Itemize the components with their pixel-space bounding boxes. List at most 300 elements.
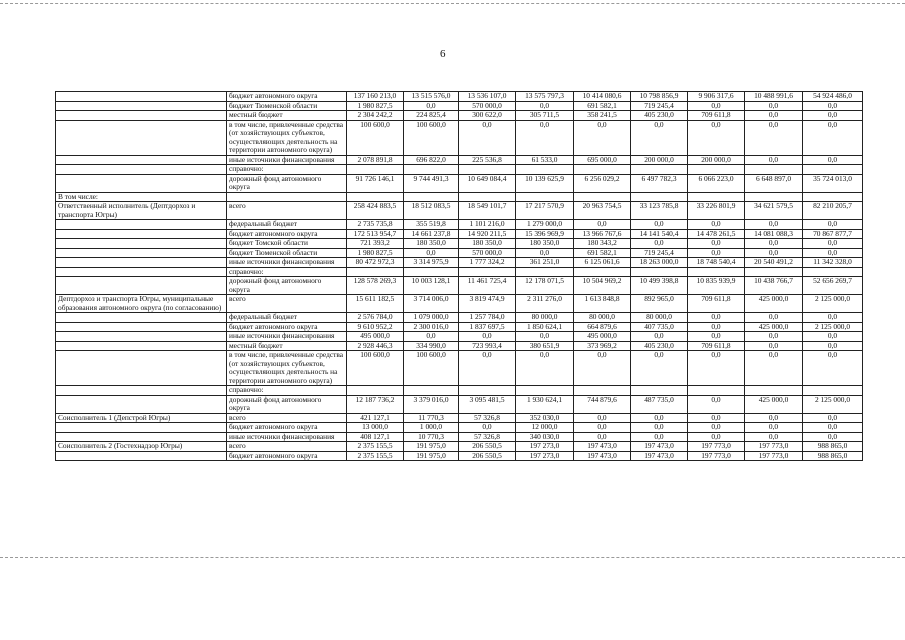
funding-source-cell: бюджет автономного округа — [227, 322, 347, 332]
amount-cell: 20 540 491,2 — [745, 258, 803, 268]
amount-cell: 100 600,0 — [404, 120, 459, 155]
amount-cell — [688, 386, 745, 396]
amount-cell: 82 210 205,7 — [803, 202, 863, 220]
amount-cell: 35 724 013,0 — [803, 174, 863, 192]
amount-cell: 206 550,5 — [459, 442, 516, 452]
amount-cell: 0,0 — [631, 239, 688, 249]
funding-source-cell: бюджет автономного округа — [227, 423, 347, 433]
amount-cell: 197 773,0 — [688, 451, 745, 461]
amount-cell — [688, 165, 745, 175]
amount-cell: 570 000,0 — [459, 248, 516, 258]
amount-cell: 0,0 — [745, 351, 803, 386]
amount-cell: 0,0 — [574, 220, 631, 230]
amount-cell: 0,0 — [688, 432, 745, 442]
funding-source-cell: бюджет Тюменской области — [227, 248, 347, 258]
amount-cell: 0,0 — [803, 423, 863, 433]
amount-cell — [459, 165, 516, 175]
amount-cell: 34 621 579,5 — [745, 202, 803, 220]
amount-cell: 664 879,6 — [574, 322, 631, 332]
amount-cell — [574, 192, 631, 202]
amount-cell: 197 773,0 — [745, 451, 803, 461]
funding-source-cell: справочно: — [227, 386, 347, 396]
amount-cell: 0,0 — [745, 432, 803, 442]
amount-cell: 6 066 223,0 — [688, 174, 745, 192]
amount-cell: 487 735,0 — [631, 395, 688, 413]
amount-cell: 18 263 000,0 — [631, 258, 688, 268]
amount-cell: 0,0 — [459, 351, 516, 386]
amount-cell: 0,0 — [574, 432, 631, 442]
table-row — [56, 277, 863, 295]
amount-cell: 691 582,1 — [574, 248, 631, 258]
amount-cell: 3 314 975,9 — [404, 258, 459, 268]
amount-cell: 1 837 697,5 — [459, 322, 516, 332]
amount-cell: 2 078 891,8 — [347, 155, 404, 165]
funding-source-cell: дорожный фонд автономного округа — [227, 395, 347, 413]
amount-cell: 100 600,0 — [347, 120, 404, 155]
amount-cell: 0,0 — [688, 313, 745, 323]
amount-cell: 15 611 182,5 — [347, 295, 404, 313]
table-row — [56, 248, 863, 258]
responsible-cell — [56, 432, 227, 442]
amount-cell: 191 975,0 — [404, 451, 459, 461]
amount-cell: 180 343,2 — [574, 239, 631, 249]
amount-cell: 2 311 276,0 — [516, 295, 574, 313]
amount-cell — [803, 192, 863, 202]
amount-cell — [631, 267, 688, 277]
amount-cell — [404, 192, 459, 202]
funding-source-cell: местный бюджет — [227, 341, 347, 351]
amount-cell: 9 906 317,6 — [688, 92, 745, 102]
amount-cell: 1 101 216,0 — [459, 220, 516, 230]
amount-cell: 0,0 — [745, 101, 803, 111]
table-row — [56, 101, 863, 111]
amount-cell: 3 714 006,0 — [404, 295, 459, 313]
amount-cell: 172 513 954,7 — [347, 229, 404, 239]
responsible-cell — [56, 220, 227, 230]
amount-cell: 13 536 107,0 — [459, 92, 516, 102]
amount-cell: 6 648 897,0 — [745, 174, 803, 192]
responsible-cell — [56, 386, 227, 396]
responsible-cell — [56, 92, 227, 102]
amount-cell: 10 414 080,6 — [574, 92, 631, 102]
responsible-cell — [56, 258, 227, 268]
responsible-cell — [56, 101, 227, 111]
responsible-cell — [56, 120, 227, 155]
amount-cell: 0,0 — [459, 332, 516, 342]
amount-cell — [347, 386, 404, 396]
amount-cell — [688, 192, 745, 202]
amount-cell: 0,0 — [516, 332, 574, 342]
amount-cell: 0,0 — [631, 413, 688, 423]
amount-cell: 3 379 016,0 — [404, 395, 459, 413]
funding-source-cell: справочно: — [227, 267, 347, 277]
amount-cell: 0,0 — [688, 248, 745, 258]
table-row — [56, 332, 863, 342]
table-row — [56, 239, 863, 249]
amount-cell — [803, 386, 863, 396]
responsible-cell — [56, 351, 227, 386]
amount-cell: 3 095 481,5 — [459, 395, 516, 413]
amount-cell: 407 735,0 — [631, 322, 688, 332]
responsible-cell — [56, 174, 227, 192]
amount-cell: 197 473,0 — [574, 451, 631, 461]
amount-cell — [574, 386, 631, 396]
amount-cell: 2 304 242,2 — [347, 111, 404, 121]
amount-cell: 340 030,0 — [516, 432, 574, 442]
amount-cell — [631, 386, 688, 396]
amount-cell: 361 251,0 — [516, 258, 574, 268]
amount-cell: 0,0 — [574, 423, 631, 433]
amount-cell: 988 865,0 — [803, 451, 863, 461]
amount-cell: 11 461 725,4 — [459, 277, 516, 295]
amount-cell: 10 488 991,6 — [745, 92, 803, 102]
amount-cell: 2 735 735,8 — [347, 220, 404, 230]
amount-cell: 0,0 — [516, 248, 574, 258]
amount-cell: 224 825,4 — [404, 111, 459, 121]
amount-cell: 10 438 766,7 — [745, 277, 803, 295]
amount-cell: 0,0 — [688, 395, 745, 413]
amount-cell: 80 472 972,3 — [347, 258, 404, 268]
amount-cell — [459, 192, 516, 202]
amount-cell — [574, 267, 631, 277]
amount-cell — [803, 165, 863, 175]
amount-cell: 408 127,1 — [347, 432, 404, 442]
amount-cell: 300 622,0 — [459, 111, 516, 121]
amount-cell: 0,0 — [803, 220, 863, 230]
amount-cell: 0,0 — [404, 248, 459, 258]
amount-cell: 0,0 — [688, 120, 745, 155]
amount-cell: 10 835 939,9 — [688, 277, 745, 295]
amount-cell — [688, 267, 745, 277]
table-row — [56, 220, 863, 230]
amount-cell: 200 000,0 — [631, 155, 688, 165]
funding-source-cell: иные источники финансирования — [227, 155, 347, 165]
amount-cell: 6 125 061,6 — [574, 258, 631, 268]
budget-table — [55, 91, 863, 461]
table-row — [56, 202, 863, 220]
amount-cell — [347, 267, 404, 277]
amount-cell — [631, 165, 688, 175]
amount-cell: 0,0 — [803, 248, 863, 258]
amount-cell — [459, 386, 516, 396]
amount-cell: 33 123 785,8 — [631, 202, 688, 220]
amount-cell: 54 924 486,0 — [803, 92, 863, 102]
amount-cell: 11 770,3 — [404, 413, 459, 423]
amount-cell: 425 000,0 — [745, 295, 803, 313]
amount-cell: 0,0 — [745, 220, 803, 230]
amount-cell: 180 350,0 — [404, 239, 459, 249]
amount-cell: 495 000,0 — [574, 332, 631, 342]
amount-cell: 0,0 — [688, 101, 745, 111]
responsible-cell — [56, 248, 227, 258]
amount-cell: 352 030,0 — [516, 413, 574, 423]
amount-cell: 258 424 883,5 — [347, 202, 404, 220]
amount-cell — [745, 165, 803, 175]
amount-cell — [803, 267, 863, 277]
page-number: 6 — [440, 48, 446, 60]
amount-cell: 380 651,9 — [516, 341, 574, 351]
amount-cell: 721 393,2 — [347, 239, 404, 249]
amount-cell — [347, 192, 404, 202]
amount-cell: 0,0 — [688, 413, 745, 423]
amount-cell: 18 549 101,7 — [459, 202, 516, 220]
table-row — [56, 92, 863, 102]
funding-source-cell: справочно: — [227, 165, 347, 175]
amount-cell: 1 079 000,0 — [404, 313, 459, 323]
amount-cell: 52 656 269,7 — [803, 277, 863, 295]
table-row — [56, 295, 863, 313]
amount-cell: 723 993,4 — [459, 341, 516, 351]
amount-cell: 197 473,0 — [631, 442, 688, 452]
amount-cell: 719 245,4 — [631, 101, 688, 111]
table-row — [56, 432, 863, 442]
amount-cell — [516, 267, 574, 277]
amount-cell: 10 798 856,9 — [631, 92, 688, 102]
amount-cell: 0,0 — [688, 332, 745, 342]
amount-cell: 421 127,1 — [347, 413, 404, 423]
amount-cell: 691 582,1 — [574, 101, 631, 111]
responsible-cell — [56, 395, 227, 413]
funding-source-cell: всего — [227, 202, 347, 220]
responsible-cell — [56, 423, 227, 433]
amount-cell: 744 879,6 — [574, 395, 631, 413]
amount-cell: 0,0 — [631, 423, 688, 433]
amount-cell: 0,0 — [574, 413, 631, 423]
responsible-cell: Дептдорхоз и транспорта Югры, муниципальные образования автономного округа (по согласованию) — [56, 295, 227, 313]
amount-cell: 0,0 — [631, 220, 688, 230]
amount-cell: 10 504 969,2 — [574, 277, 631, 295]
funding-source-cell — [227, 192, 347, 202]
amount-cell — [347, 165, 404, 175]
table-row — [56, 229, 863, 239]
amount-cell: 1 850 624,1 — [516, 322, 574, 332]
amount-cell: 1 777 324,2 — [459, 258, 516, 268]
amount-cell: 80 000,0 — [574, 313, 631, 323]
funding-source-cell: бюджет автономного округа — [227, 229, 347, 239]
amount-cell: 0,0 — [745, 341, 803, 351]
amount-cell: 13 000,0 — [347, 423, 404, 433]
amount-cell: 0,0 — [745, 313, 803, 323]
amount-cell: 719 245,4 — [631, 248, 688, 258]
amount-cell: 10 770,3 — [404, 432, 459, 442]
amount-cell: 0,0 — [803, 332, 863, 342]
table-row — [56, 423, 863, 433]
amount-cell: 695 000,0 — [574, 155, 631, 165]
amount-cell: 355 519,8 — [404, 220, 459, 230]
amount-cell: 1 613 848,8 — [574, 295, 631, 313]
table-row — [56, 341, 863, 351]
amount-cell: 0,0 — [745, 332, 803, 342]
amount-cell: 0,0 — [404, 101, 459, 111]
amount-cell: 197 473,0 — [574, 442, 631, 452]
table-row — [56, 442, 863, 452]
table-row — [56, 351, 863, 386]
amount-cell: 0,0 — [745, 111, 803, 121]
amount-cell: 0,0 — [516, 351, 574, 386]
amount-cell: 70 867 877,7 — [803, 229, 863, 239]
amount-cell: 2 300 016,0 — [404, 322, 459, 332]
amount-cell — [516, 165, 574, 175]
amount-cell: 18 748 540,4 — [688, 258, 745, 268]
amount-cell: 13 575 797,3 — [516, 92, 574, 102]
amount-cell: 2 125 000,0 — [803, 295, 863, 313]
responsible-cell: Ответственный исполнитель (Дептдорхоз и транспорта Югры) — [56, 202, 227, 220]
amount-cell: 0,0 — [459, 423, 516, 433]
amount-cell: 0,0 — [631, 120, 688, 155]
amount-cell: 191 975,0 — [404, 442, 459, 452]
responsible-cell — [56, 341, 227, 351]
table-row — [56, 120, 863, 155]
responsible-cell — [56, 229, 227, 239]
responsible-cell: Соисполнитель 2 (Гостехнадзор Югры) — [56, 442, 227, 452]
amount-cell: 10 139 625,9 — [516, 174, 574, 192]
amount-cell: 0,0 — [803, 101, 863, 111]
funding-source-cell: бюджет автономного округа — [227, 92, 347, 102]
amount-cell: 10 003 128,1 — [404, 277, 459, 295]
amount-cell: 709 611,8 — [688, 341, 745, 351]
funding-source-cell: федеральный бюджет — [227, 220, 347, 230]
table-row — [56, 451, 863, 461]
amount-cell: 197 473,0 — [631, 451, 688, 461]
amount-cell: 2 928 446,3 — [347, 341, 404, 351]
amount-cell: 0,0 — [574, 120, 631, 155]
amount-cell: 495 000,0 — [347, 332, 404, 342]
amount-cell: 1 257 784,0 — [459, 313, 516, 323]
amount-cell: 10 499 398,8 — [631, 277, 688, 295]
amount-cell: 0,0 — [516, 101, 574, 111]
amount-cell — [404, 267, 459, 277]
funding-source-cell: дорожный фонд автономного округа — [227, 277, 347, 295]
amount-cell — [574, 165, 631, 175]
funding-source-cell: иные источники финансирования — [227, 432, 347, 442]
table-row — [56, 322, 863, 332]
table-row — [56, 386, 863, 396]
funding-source-cell: в том числе, привлеченные средства (от хозяйствующих субъектов, осуществляющих деятельность на территории автономного округа) — [227, 120, 347, 155]
table-row — [56, 174, 863, 192]
amount-cell: 1 000,0 — [404, 423, 459, 433]
amount-cell: 2 375 155,5 — [347, 451, 404, 461]
amount-cell: 334 990,0 — [404, 341, 459, 351]
amount-cell: 0,0 — [803, 111, 863, 121]
amount-cell — [459, 267, 516, 277]
amount-cell: 6 497 782,3 — [631, 174, 688, 192]
amount-cell: 200 000,0 — [688, 155, 745, 165]
amount-cell: 425 000,0 — [745, 395, 803, 413]
funding-source-cell: в том числе, привлеченные средства (от хозяйствующих субъектов, осуществляющих деятельность на территории автономного округа) — [227, 351, 347, 386]
amount-cell: 1 279 000,0 — [516, 220, 574, 230]
table-row — [56, 413, 863, 423]
amount-cell: 2 576 784,0 — [347, 313, 404, 323]
responsible-cell — [56, 165, 227, 175]
amount-cell: 988 865,0 — [803, 442, 863, 452]
amount-cell — [516, 386, 574, 396]
amount-cell: 180 350,0 — [516, 239, 574, 249]
amount-cell: 17 217 570,9 — [516, 202, 574, 220]
funding-source-cell: федеральный бюджет — [227, 313, 347, 323]
amount-cell: 0,0 — [404, 332, 459, 342]
responsible-cell — [56, 267, 227, 277]
amount-cell: 18 512 083,5 — [404, 202, 459, 220]
amount-cell: 14 478 261,5 — [688, 229, 745, 239]
amount-cell: 696 822,0 — [404, 155, 459, 165]
funding-source-cell: бюджет автономного округа — [227, 451, 347, 461]
responsible-cell — [56, 451, 227, 461]
table-row — [56, 192, 863, 202]
responsible-cell — [56, 111, 227, 121]
amount-cell: 0,0 — [745, 413, 803, 423]
amount-cell: 0,0 — [803, 351, 863, 386]
amount-cell: 0,0 — [803, 313, 863, 323]
amount-cell: 0,0 — [688, 220, 745, 230]
amount-cell: 0,0 — [803, 239, 863, 249]
amount-cell: 20 963 754,5 — [574, 202, 631, 220]
amount-cell: 57 326,8 — [459, 413, 516, 423]
amount-cell: 0,0 — [803, 413, 863, 423]
amount-cell: 14 141 540,4 — [631, 229, 688, 239]
amount-cell: 0,0 — [688, 322, 745, 332]
amount-cell: 0,0 — [688, 239, 745, 249]
amount-cell: 197 773,0 — [745, 442, 803, 452]
bottom-scan-line — [0, 557, 905, 558]
amount-cell: 0,0 — [745, 239, 803, 249]
responsible-cell — [56, 322, 227, 332]
amount-cell: 2 125 000,0 — [803, 322, 863, 332]
amount-cell: 358 241,5 — [574, 111, 631, 121]
amount-cell: 0,0 — [745, 120, 803, 155]
amount-cell: 57 326,8 — [459, 432, 516, 442]
amount-cell: 9 744 491,3 — [404, 174, 459, 192]
amount-cell: 0,0 — [803, 155, 863, 165]
amount-cell: 128 578 269,3 — [347, 277, 404, 295]
amount-cell — [516, 192, 574, 202]
responsible-cell — [56, 313, 227, 323]
amount-cell: 405 230,0 — [631, 111, 688, 121]
amount-cell: 1 930 624,1 — [516, 395, 574, 413]
amount-cell: 0,0 — [688, 351, 745, 386]
amount-cell — [745, 267, 803, 277]
amount-cell — [631, 192, 688, 202]
amount-cell — [404, 386, 459, 396]
amount-cell: 10 649 084,4 — [459, 174, 516, 192]
amount-cell: 0,0 — [631, 351, 688, 386]
amount-cell: 9 610 952,2 — [347, 322, 404, 332]
amount-cell: 15 396 969,9 — [516, 229, 574, 239]
amount-cell: 0,0 — [631, 332, 688, 342]
amount-cell — [745, 192, 803, 202]
amount-cell: 0,0 — [516, 120, 574, 155]
amount-cell: 1 980 827,5 — [347, 248, 404, 258]
amount-cell: 180 350,0 — [459, 239, 516, 249]
amount-cell: 425 000,0 — [745, 322, 803, 332]
amount-cell: 0,0 — [745, 248, 803, 258]
amount-cell: 892 965,0 — [631, 295, 688, 313]
table-row — [56, 155, 863, 165]
amount-cell: 197 273,0 — [516, 451, 574, 461]
amount-cell: 197 273,0 — [516, 442, 574, 452]
amount-cell: 0,0 — [803, 432, 863, 442]
amount-cell: 14 081 088,3 — [745, 229, 803, 239]
amount-cell: 91 726 146,1 — [347, 174, 404, 192]
amount-cell: 33 226 801,9 — [688, 202, 745, 220]
amount-cell: 197 773,0 — [688, 442, 745, 452]
amount-cell: 709 611,8 — [688, 111, 745, 121]
amount-cell: 225 536,8 — [459, 155, 516, 165]
amount-cell: 206 550,5 — [459, 451, 516, 461]
amount-cell: 12 178 071,5 — [516, 277, 574, 295]
amount-cell: 0,0 — [803, 341, 863, 351]
amount-cell: 570 000,0 — [459, 101, 516, 111]
amount-cell: 0,0 — [459, 120, 516, 155]
